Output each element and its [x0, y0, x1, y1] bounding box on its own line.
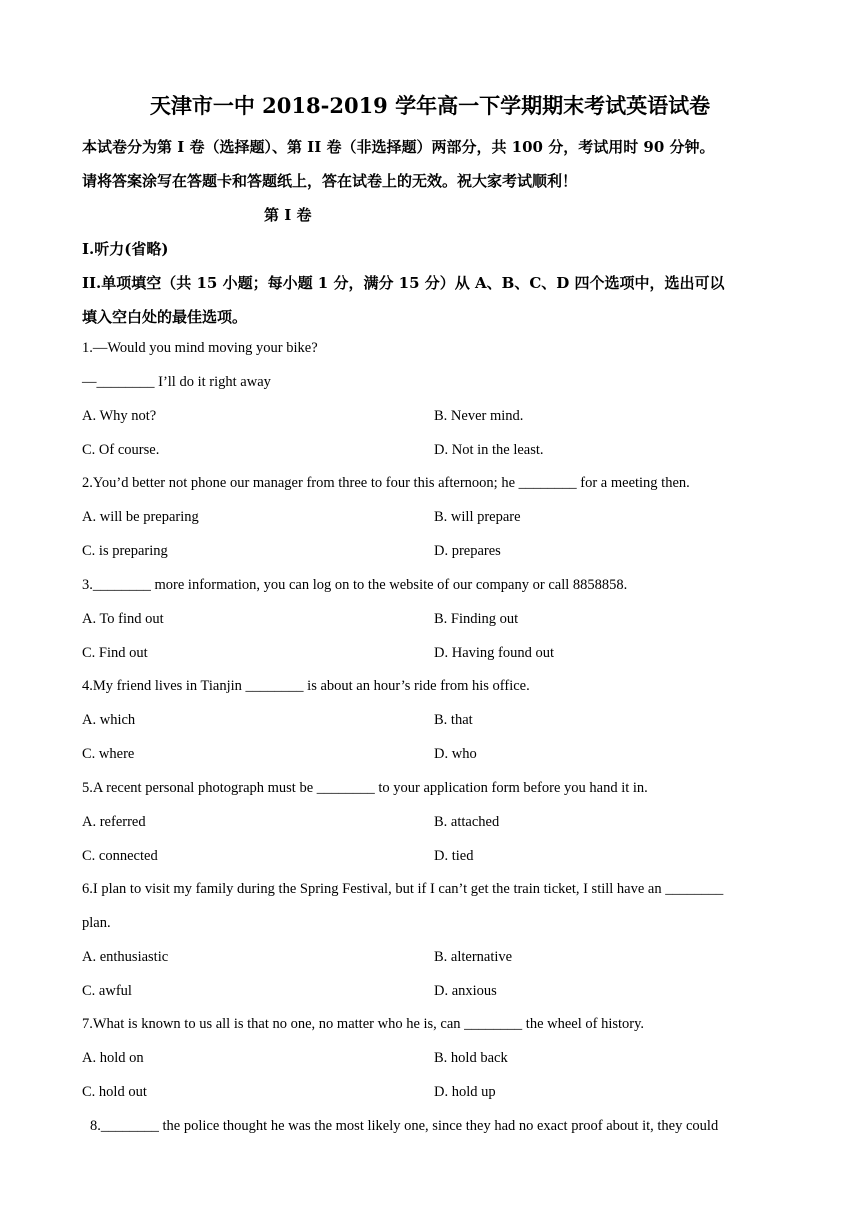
question-6-option-d: D. anxious [434, 983, 497, 999]
question-5-option-b: B. attached [434, 814, 500, 830]
question-4-option-b: B. that [434, 712, 473, 728]
section-instructions-line-1: II.单项填空（共 15 小题；每小题 1 分，满分 15 分）从 A、B、C、D 四个选项中，选出可以 [82, 274, 725, 292]
question-2-option-d: D. prepares [434, 543, 501, 559]
question-7-option-d: D. hold up [434, 1084, 496, 1100]
question-5-option-a: A. referred [82, 814, 146, 830]
question-3-stem: 3.________ more information, you can log on to the website of our company or call 8858858. [82, 577, 628, 593]
question-6-option-b: B. alternative [434, 949, 513, 965]
question-2-option-a: A. will be preparing [82, 509, 199, 525]
question-5-option-c: C. connected [82, 848, 158, 864]
question-6-option-c: C. awful [82, 983, 132, 999]
question-4-option-a: A. which [82, 712, 136, 728]
question-2-option-c: C. is preparing [82, 543, 168, 559]
question-1-stem-2: —________ I’ll do it right away [82, 374, 271, 390]
question-8-stem: 8.________ the police thought he was the most likely one, since they had no exact proof about it, they could [90, 1118, 719, 1134]
question-3-option-b: B. Finding out [434, 611, 519, 627]
volume-heading: 第 I 卷 [264, 206, 312, 224]
question-2-stem: 2.You’d better not phone our manager from three to four this afternoon; he ________ for a meeting then. [82, 475, 690, 491]
question-2-option-b: B. will prepare [434, 509, 521, 525]
question-6-option-a: A. enthusiastic [82, 949, 169, 965]
question-4-option-d: D. who [434, 746, 477, 762]
question-1-option-b: B. Never mind. [434, 408, 524, 424]
question-4-option-c: C. where [82, 746, 135, 762]
question-7-option-c: C. hold out [82, 1084, 147, 1100]
question-3-option-a: A. To find out [82, 611, 164, 627]
question-6-stem-2: plan. [82, 915, 111, 931]
section-instructions-line-2: 填入空白处的最佳选项。 [82, 308, 248, 326]
question-3-option-c: C. Find out [82, 645, 148, 661]
question-7-stem: 7.What is known to us all is that no one, no matter who he is, can ________ the wheel of history. [82, 1016, 645, 1032]
question-1-stem: 1.—Would you mind moving your bike? [82, 340, 318, 356]
question-6-stem: 6.I plan to visit my family during the Spring Festival, but if I can’t get the train ticket, I still have an ________ [82, 881, 724, 897]
question-1-option-a: A. Why not? [82, 408, 157, 424]
exam-title: 天津市一中 2018-2019 学年高一下学期期末考试英语试卷 [149, 93, 711, 118]
section-listening: I.听力(省略) [82, 240, 169, 258]
question-1-option-d: D. Not in the least. [434, 442, 544, 458]
question-5-option-d: D. tied [434, 848, 474, 864]
intro-line-1: 本试卷分为第 I 卷（选择题）、第 II 卷（非选择题）两部分，共 100 分，考试用时 90 分钟。 [82, 138, 715, 156]
question-4-stem: 4.My friend lives in Tianjin ________ is about an hour’s ride from his office. [82, 678, 530, 694]
question-7-option-a: A. hold on [82, 1050, 144, 1066]
question-5-stem: 5.A recent personal photograph must be ________ to your application form before you hand it in. [82, 780, 648, 796]
intro-line-2: 请将答案涂写在答题卡和答题纸上，答在试卷上的无效。祝大家考试顺利！ [82, 172, 578, 190]
question-3-option-d: D. Having found out [434, 645, 555, 661]
question-1-option-c: C. Of course. [82, 442, 160, 458]
question-7-option-b: B. hold back [434, 1050, 508, 1066]
